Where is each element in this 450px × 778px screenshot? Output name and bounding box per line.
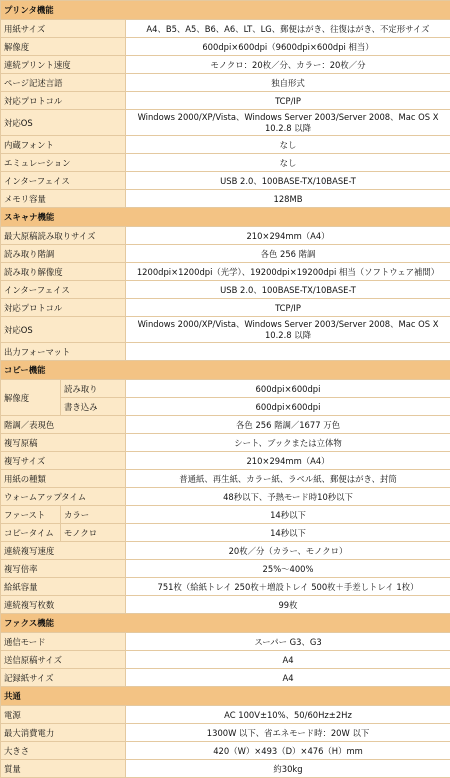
spec-row — [1, 488, 450, 506]
spec-value: 420（W）×493（D）×476（H）mm — [126, 742, 450, 760]
spec-value: 600dpi×600dpi — [126, 398, 450, 416]
spec-row — [1, 281, 450, 299]
spec-label: 最大消費電力 — [1, 724, 126, 742]
spec-value: A4 — [126, 669, 450, 687]
spec-row — [1, 92, 450, 110]
spec-value: TCP/IP — [126, 92, 450, 110]
spec-value: 210×294mm（A4） — [126, 227, 450, 245]
spec-label: 記録紙サイズ — [1, 669, 126, 687]
spec-row — [1, 343, 450, 361]
spec-value: AC 100V±10%、50/60Hz±2Hz — [126, 706, 450, 724]
spec-value: 各色 256 階調 — [126, 245, 450, 263]
spec-value: 600dpi×600dpi — [126, 380, 450, 398]
spec-table-body — [1, 1, 450, 778]
spec-value: 600dpi×600dpi（9600dpi×600dpi 相当） — [126, 38, 450, 56]
spec-label: ファースト — [1, 506, 61, 524]
spec-label: メモリ容量 — [1, 190, 126, 208]
spec-label: 階調／表現色 — [1, 416, 126, 434]
section-title: 共通 — [1, 687, 450, 706]
spec-sublabel: 書き込み — [61, 398, 126, 416]
spec-label: 通信モード — [1, 633, 126, 651]
spec-label: ウォームアップタイム — [1, 488, 126, 506]
spec-label: コピータイム — [1, 524, 61, 542]
spec-row — [1, 380, 450, 398]
spec-row — [1, 136, 450, 154]
spec-row — [1, 227, 450, 245]
spec-row — [1, 596, 450, 614]
spec-value: 普通紙、再生紙、カラー紙、ラベル紙、郵便はがき、封筒 — [126, 470, 450, 488]
spec-label: 送信原稿サイズ — [1, 651, 126, 669]
spec-row — [1, 633, 450, 651]
spec-row — [1, 299, 450, 317]
spec-label: 読み取り階調 — [1, 245, 126, 263]
spec-label: 内蔵フォント — [1, 136, 126, 154]
spec-row — [1, 416, 450, 434]
spec-label: 複写倍率 — [1, 560, 126, 578]
spec-row — [1, 434, 450, 452]
spec-value: USB 2.0、100BASE-TX/10BASE-T — [126, 172, 450, 190]
spec-label: 連続プリント速度 — [1, 56, 126, 74]
spec-value: Windows 2000/XP/Vista、Windows Server 2003/Server 2008、Mac OS X 10.2.8 以降 — [126, 317, 450, 343]
spec-row — [1, 524, 450, 542]
spec-row — [1, 20, 450, 38]
spec-row — [1, 190, 450, 208]
spec-value: なし — [126, 136, 450, 154]
spec-label: 解像度 — [1, 38, 126, 56]
spec-value — [126, 343, 450, 361]
spec-row — [1, 172, 450, 190]
spec-value: 14秒以下 — [126, 506, 450, 524]
spec-row — [1, 669, 450, 687]
section-header — [1, 614, 450, 633]
spec-label: 連続複写速度 — [1, 542, 126, 560]
spec-sublabel: 読み取り — [61, 380, 126, 398]
spec-label: 連続複写枚数 — [1, 596, 126, 614]
spec-row — [1, 317, 450, 343]
spec-label: インターフェイス — [1, 172, 126, 190]
spec-label: 最大原稿読み取りサイズ — [1, 227, 126, 245]
spec-row — [1, 560, 450, 578]
spec-label: 用紙サイズ — [1, 20, 126, 38]
section-title: スキャナ機能 — [1, 208, 450, 227]
section-header — [1, 361, 450, 380]
spec-value: シート、ブックまたは立体物 — [126, 434, 450, 452]
spec-row — [1, 56, 450, 74]
spec-label: 用紙の種類 — [1, 470, 126, 488]
spec-row — [1, 110, 450, 136]
section-header — [1, 208, 450, 227]
spec-label: 対応OS — [1, 110, 126, 136]
spec-label: 読み取り解像度 — [1, 263, 126, 281]
spec-value: TCP/IP — [126, 299, 450, 317]
spec-row — [1, 470, 450, 488]
spec-value: 各色 256 階調／1677 万色 — [126, 416, 450, 434]
spec-label: 解像度 — [1, 380, 61, 416]
spec-row — [1, 398, 450, 416]
spec-row — [1, 760, 450, 778]
spec-value: USB 2.0、100BASE-TX/10BASE-T — [126, 281, 450, 299]
spec-value: 1300W 以下、省エネモード時：20W 以下 — [126, 724, 450, 742]
spec-label: 大きさ — [1, 742, 126, 760]
spec-label: ページ記述言語 — [1, 74, 126, 92]
spec-value: 128MB — [126, 190, 450, 208]
section-title: コピー機能 — [1, 361, 450, 380]
spec-label: 給紙容量 — [1, 578, 126, 596]
spec-label: 複写原稿 — [1, 434, 126, 452]
spec-label: 電源 — [1, 706, 126, 724]
spec-value: なし — [126, 154, 450, 172]
spec-label: エミュレーション — [1, 154, 126, 172]
section-header — [1, 1, 450, 20]
section-header — [1, 687, 450, 706]
spec-value: 1200dpi×1200dpi（光学）、19200dpi×19200dpi 相当（ソフトウェア補間） — [126, 263, 450, 281]
spec-sublabel: カラー — [61, 506, 126, 524]
spec-label: 対応プロトコル — [1, 92, 126, 110]
spec-value: 14秒以下 — [126, 524, 450, 542]
spec-row — [1, 742, 450, 760]
spec-row — [1, 154, 450, 172]
spec-row — [1, 506, 450, 524]
spec-row — [1, 651, 450, 669]
spec-value: 約30kg — [126, 760, 450, 778]
spec-row — [1, 542, 450, 560]
spec-value: Windows 2000/XP/Vista、Windows Server 2003/Server 2008、Mac OS X 10.2.8 以降 — [126, 110, 450, 136]
spec-row — [1, 245, 450, 263]
spec-row — [1, 578, 450, 596]
spec-row — [1, 724, 450, 742]
spec-label: インターフェイス — [1, 281, 126, 299]
spec-label: 複写サイズ — [1, 452, 126, 470]
spec-value: 99枚 — [126, 596, 450, 614]
spec-value: A4、B5、A5、B6、A6、LT、LG、郵便はがき、往復はがき、不定形サイズ — [126, 20, 450, 38]
spec-label: 出力フォーマット — [1, 343, 126, 361]
spec-value: A4 — [126, 651, 450, 669]
spec-label: 対応プロトコル — [1, 299, 126, 317]
spec-value: 20枚／分（カラー、モノクロ） — [126, 542, 450, 560]
section-title: ファクス機能 — [1, 614, 450, 633]
spec-row — [1, 706, 450, 724]
spec-row — [1, 38, 450, 56]
spec-row — [1, 263, 450, 281]
spec-value: 48秒以下、予熱モード時10秒以下 — [126, 488, 450, 506]
section-title: プリンタ機能 — [1, 1, 450, 20]
spec-value: スーパー G3、G3 — [126, 633, 450, 651]
spec-row — [1, 452, 450, 470]
spec-value: モノクロ：20枚／分、カラー：20枚／分 — [126, 56, 450, 74]
spec-value: 25%～400% — [126, 560, 450, 578]
spec-label: 質量 — [1, 760, 126, 778]
spec-label: 対応OS — [1, 317, 126, 343]
spec-row — [1, 74, 450, 92]
spec-value: 独自形式 — [126, 74, 450, 92]
spec-sublabel: モノクロ — [61, 524, 126, 542]
spec-value: 210×294mm（A4） — [126, 452, 450, 470]
spec-value: 751枚（給紙トレイ 250枚＋増設トレイ 500枚＋手差しトレイ 1枚） — [126, 578, 450, 596]
